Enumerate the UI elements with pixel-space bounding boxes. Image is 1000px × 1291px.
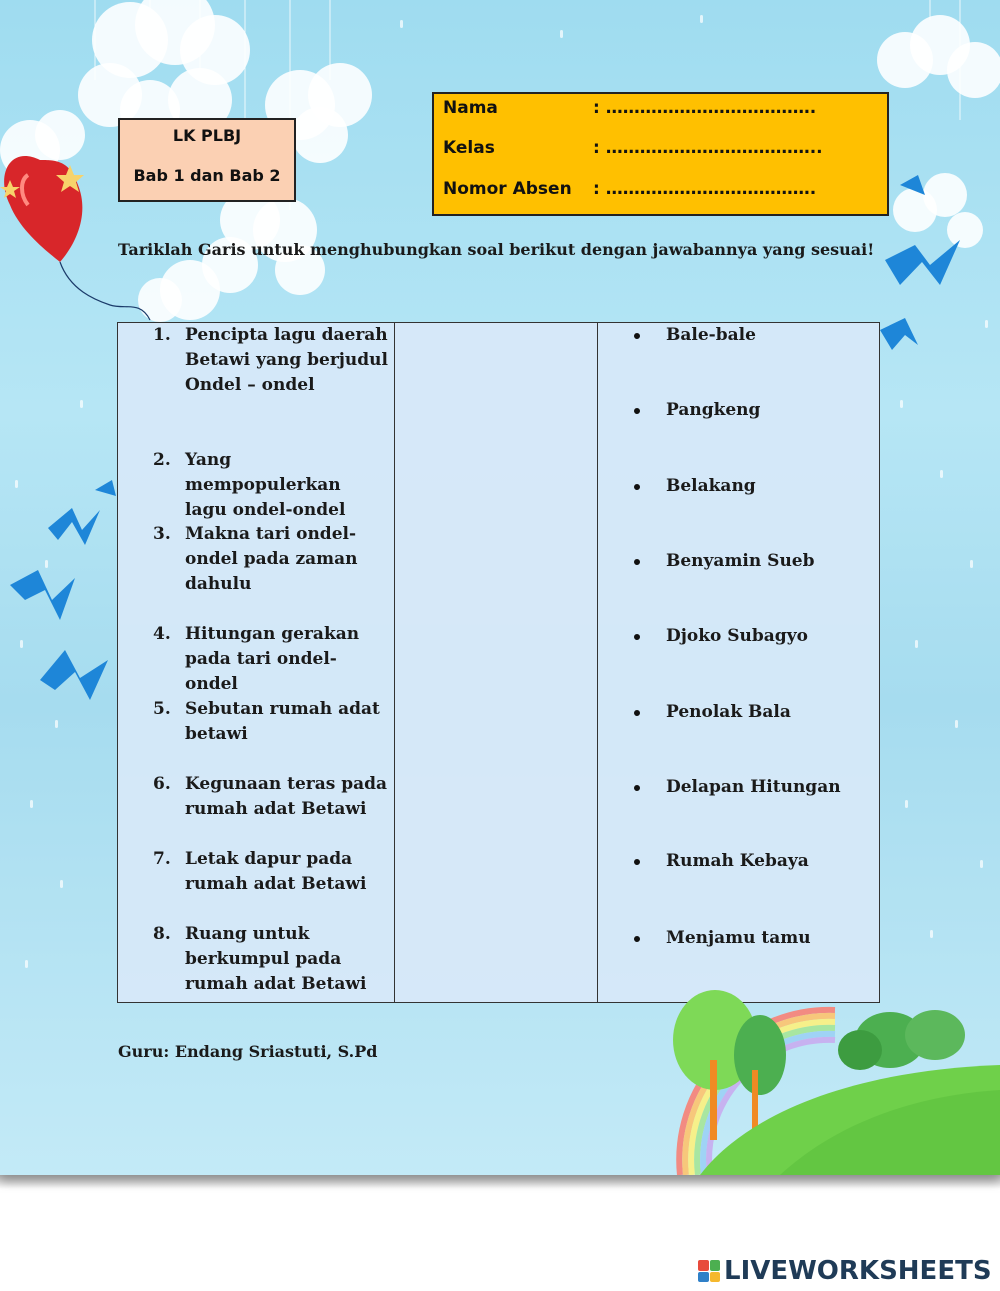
- answer-item[interactable]: [634, 775, 841, 800]
- instruction-text: Tariklah Garis untuk menghubungkan soal berikut dengan jawabannya yang sesuai!: [118, 240, 875, 259]
- matching-table: [117, 322, 880, 1003]
- question-text: Hitungan gerakan pada tari ondel-ondel: [185, 624, 360, 694]
- student-identity-box: [432, 92, 889, 216]
- connection-area[interactable]: [395, 323, 598, 1002]
- question-number: 8.: [153, 924, 171, 944]
- question-item[interactable]: [153, 622, 388, 697]
- liveworksheets-logo[interactable]: [698, 1255, 992, 1287]
- answer-text: Delapan Hitungan: [666, 777, 841, 797]
- absent-number-field[interactable]: : ……………………………….: [593, 179, 817, 199]
- name-label: Nama: [443, 98, 498, 118]
- worksheet-title-box: [118, 118, 296, 202]
- worksheet-title: LK PLBJ: [172, 126, 242, 145]
- bullet-icon: [634, 484, 640, 490]
- answer-item[interactable]: [634, 398, 760, 423]
- bullet-icon: [634, 785, 640, 791]
- question-number: 3.: [153, 524, 171, 544]
- class-field[interactable]: : ………………………………..: [593, 138, 823, 158]
- question-number: 1.: [153, 325, 171, 345]
- answer-text: Belakang: [666, 476, 756, 496]
- answer-text: Penolak Bala: [666, 702, 791, 722]
- bullet-icon: [634, 710, 640, 716]
- answer-item[interactable]: [634, 700, 791, 725]
- question-text: Kegunaan teras pada rumah adat Betawi: [185, 774, 388, 819]
- question-item[interactable]: [153, 323, 388, 398]
- teacher-name: Guru: Endang Sriastuti, S.Pd: [118, 1042, 378, 1061]
- bullet-icon: [634, 859, 640, 865]
- question-text: Sebutan rumah adat betawi: [185, 699, 380, 744]
- question-item[interactable]: [153, 522, 388, 597]
- page-shadow: [0, 1175, 1000, 1189]
- question-text: Yang mempopulerkan lagu ondel-ondel: [185, 450, 346, 520]
- question-item[interactable]: [153, 448, 388, 523]
- class-label: Kelas: [443, 138, 495, 158]
- answer-item[interactable]: [634, 474, 756, 499]
- answer-item[interactable]: [634, 926, 811, 951]
- answer-text: Menjamu tamu: [666, 928, 811, 948]
- bullet-icon: [634, 408, 640, 414]
- answer-item[interactable]: [634, 323, 756, 348]
- bullet-icon: [634, 333, 640, 339]
- question-text: Letak dapur pada rumah adat Betawi: [185, 849, 367, 894]
- question-item[interactable]: [153, 922, 388, 997]
- answer-text: Djoko Subagyo: [666, 626, 808, 646]
- answer-text: Rumah Kebaya: [666, 851, 809, 871]
- answer-text: Benyamin Sueb: [666, 551, 815, 571]
- bullet-icon: [634, 559, 640, 565]
- answer-text: Bale-bale: [666, 325, 756, 345]
- answer-item[interactable]: [634, 624, 808, 649]
- question-number: 6.: [153, 774, 171, 794]
- question-item[interactable]: [153, 847, 388, 897]
- question-number: 5.: [153, 699, 171, 719]
- question-text: Makna tari ondel-ondel pada zaman dahulu: [185, 524, 358, 594]
- answer-item[interactable]: [634, 549, 815, 574]
- answer-text: Pangkeng: [666, 400, 761, 420]
- hill-scenery-illustration: [660, 990, 1000, 1175]
- question-number: 4.: [153, 624, 171, 644]
- question-number: 2.: [153, 450, 171, 470]
- question-text: Ruang untuk berkumpul pada rumah adat Betawi: [185, 924, 367, 994]
- questions-column: [118, 323, 395, 1002]
- question-text: Pencipta lagu daerah Betawi yang berjudul Ondel – ondel: [185, 325, 388, 395]
- absent-number-label: Nomor Absen: [443, 179, 572, 199]
- bullet-icon: [634, 936, 640, 942]
- brand-name: LIVEWORKSHEETS: [724, 1256, 992, 1286]
- question-number: 7.: [153, 849, 171, 869]
- bullet-icon: [634, 634, 640, 640]
- question-item[interactable]: [153, 772, 388, 822]
- question-item[interactable]: [153, 697, 388, 747]
- liveworksheets-logo-icon: [698, 1260, 720, 1282]
- worksheet-subtitle: Bab 1 dan Bab 2: [133, 166, 281, 185]
- name-field[interactable]: : ……………………………….: [593, 98, 817, 118]
- answer-item[interactable]: [634, 849, 809, 874]
- answers-column: [598, 323, 879, 1002]
